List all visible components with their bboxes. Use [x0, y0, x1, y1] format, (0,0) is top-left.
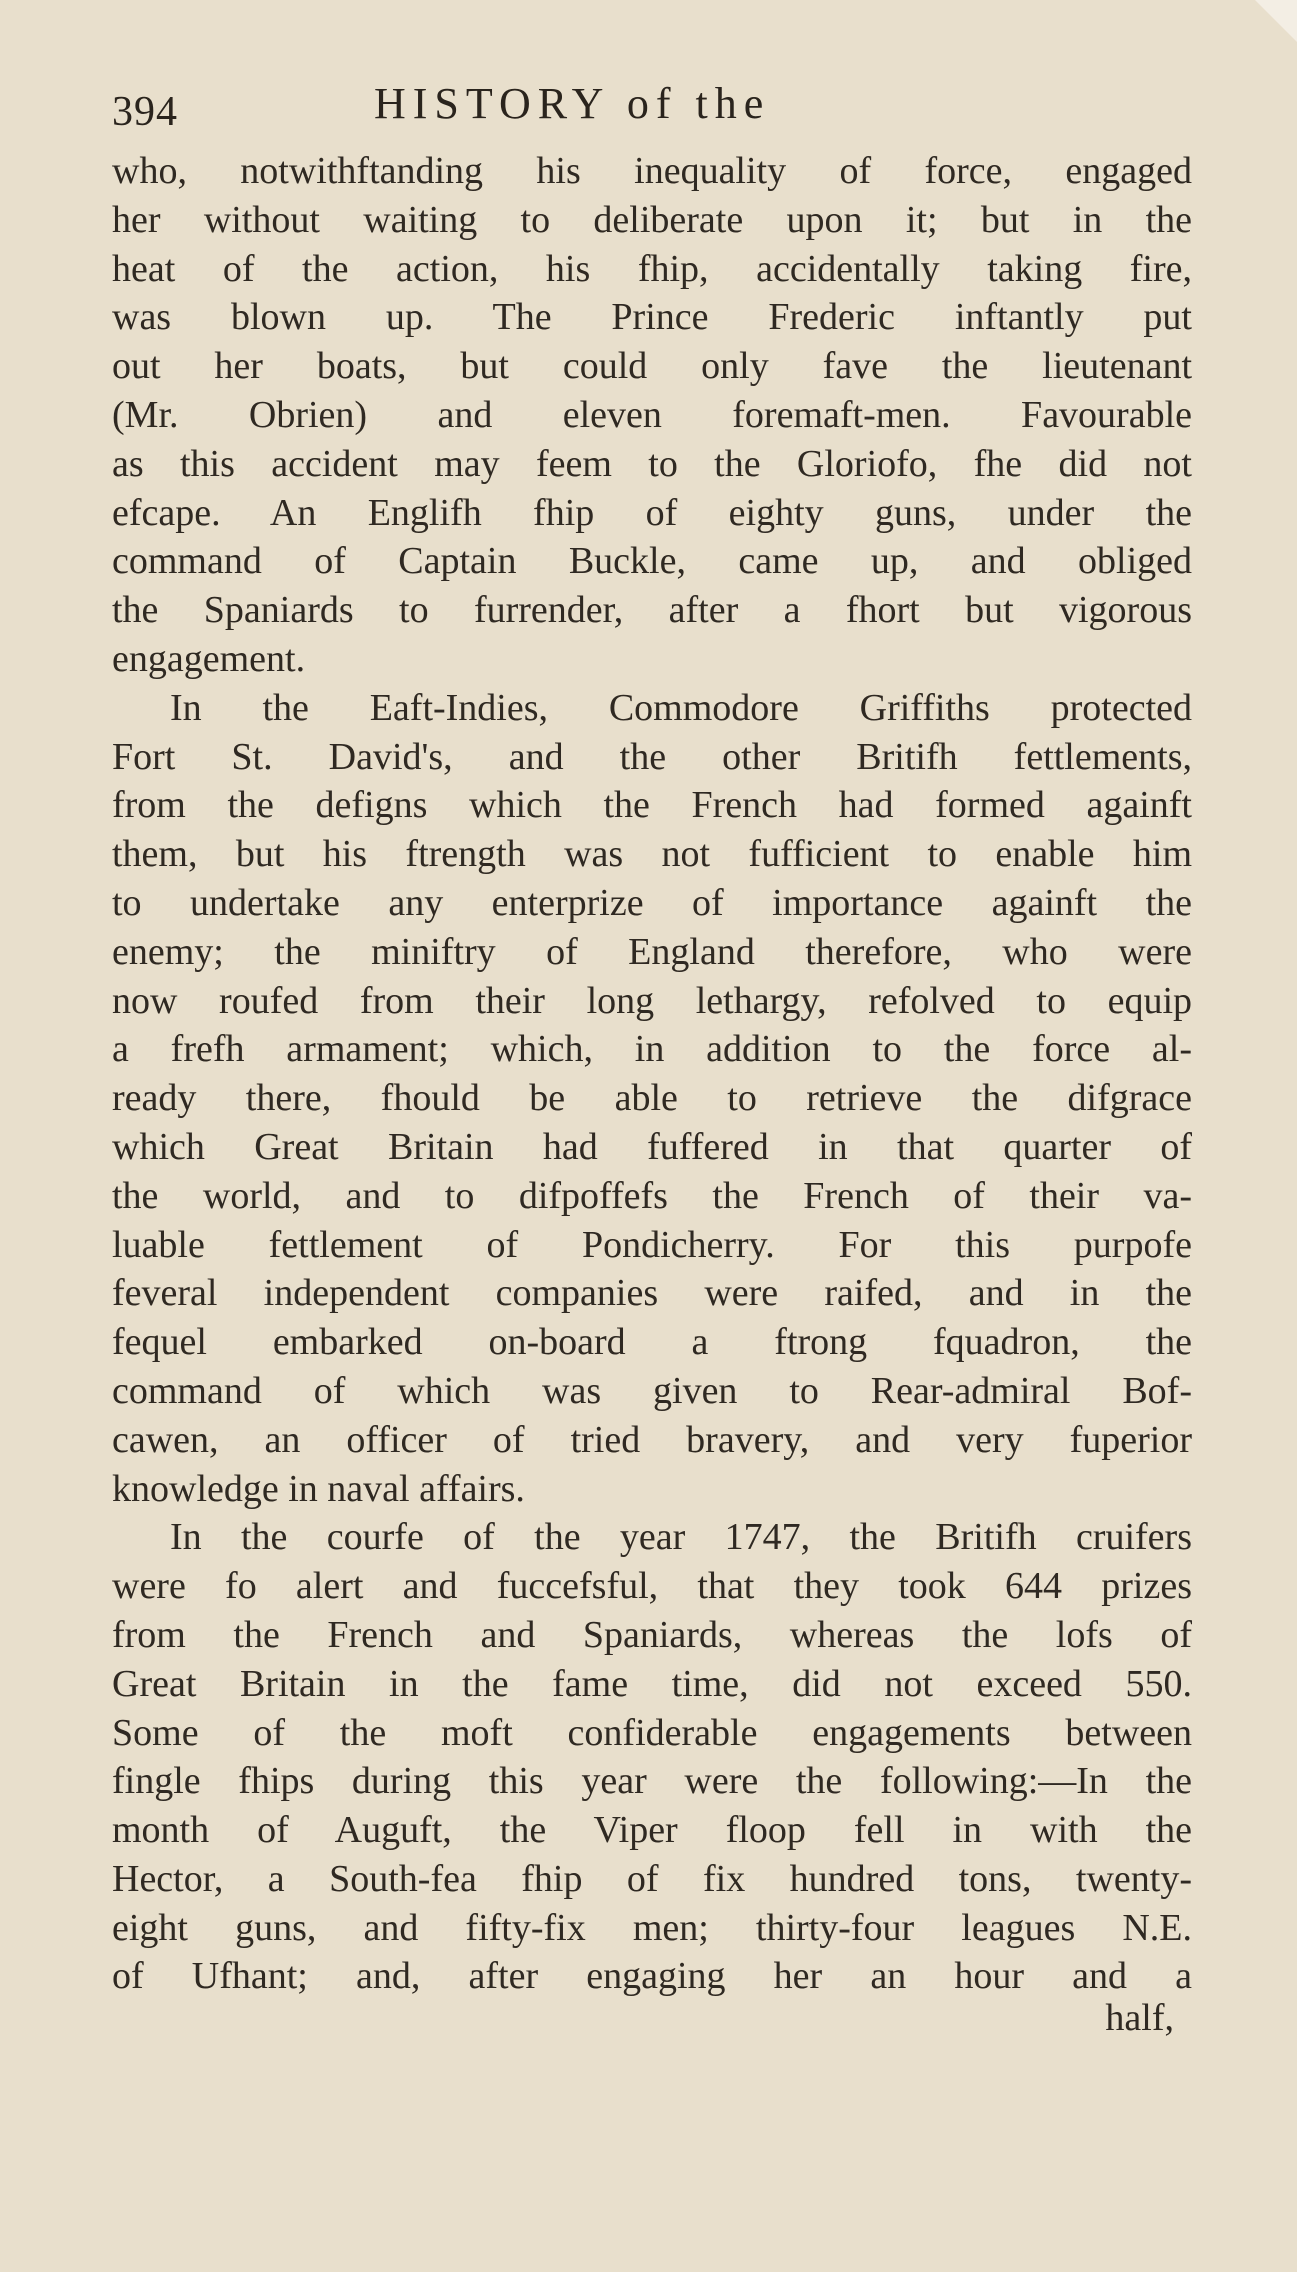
text-line: which Great Britain had fuffered in that quarter of: [112, 1125, 1192, 1168]
text-line: (Mr. Obrien) and eleven foremaft-men. Favourable: [112, 393, 1192, 436]
text-line: month of Auguft, the Viper floop fell in with the: [112, 1809, 1192, 1852]
text-line: heat of the action, his fhip, accidentally taking fire,: [112, 247, 1192, 290]
page-header: [112, 70, 1192, 140]
text-line: cawen, an officer of tried bravery, and very fuperior: [112, 1418, 1192, 1461]
text-line: Fort St. David's, and the other Britifh fettlements,: [112, 735, 1192, 778]
catchword: half,: [1105, 1997, 1174, 2039]
text-line: them, but his ftrength was not fufficient to enable him: [112, 833, 1192, 876]
folded-corner: [1255, 0, 1297, 42]
text-line: was blown up. The Prince Frederic inftantly put: [112, 296, 1192, 339]
text-line: Great Britain in the fame time, did not exceed 550.: [112, 1662, 1192, 1705]
text-line: command of which was given to Rear-admiral Bof-: [112, 1369, 1192, 1412]
text-line: In the courfe of the year 1747, the Britifh cruifers: [170, 1516, 1192, 1559]
text-line: the world, and to difpoffefs the French of their va-: [112, 1174, 1192, 1217]
text-line: of Ufhant; and, after engaging her an hour and a: [112, 1955, 1192, 1998]
text-line: enemy; the miniftry of England therefore, who were: [112, 930, 1192, 973]
page-number: 394: [112, 89, 178, 135]
text-line: who, notwithftanding his inequality of force, engaged: [112, 150, 1192, 192]
text-line: the Spaniards to furrender, after a fhort but vigorous: [112, 589, 1192, 632]
text-line: now roufed from their long lethargy, refolved to equip: [112, 979, 1192, 1022]
text-line: ready there, fhould be able to retrieve the difgrace: [112, 1077, 1192, 1120]
text-line: were fo alert and fuccefsful, that they took 644 prizes: [112, 1565, 1192, 1608]
text-line: as this accident may feem to the Gloriofo, fhe did not: [112, 442, 1192, 485]
text-line: luable fettlement of Pondicherry. For this purpofe: [112, 1223, 1192, 1266]
text-line: from the defigns which the French had formed againft: [112, 784, 1192, 827]
text-line: fingle fhips during this year were the following:—In the: [112, 1760, 1192, 1803]
text-line: a frefh armament; which, in addition to the force al-: [112, 1028, 1192, 1071]
text-line: fequel embarked on-board a ftrong fquadron, the: [112, 1321, 1192, 1364]
text-line: efcape. An Englifh fhip of eighty guns, under the: [112, 491, 1192, 534]
text-line: out her boats, but could only fave the lieutenant: [112, 345, 1192, 388]
text-line: engagement.: [112, 637, 306, 680]
text-line: Some of the moft confiderable engagements between: [112, 1711, 1192, 1754]
text-line: to undertake any enterprize of importance againft the: [112, 881, 1192, 924]
text-line: feveral independent companies were raifed, and in the: [112, 1272, 1192, 1315]
body-text: [112, 147, 1192, 2001]
running-head: HISTORY of the: [374, 79, 771, 128]
text-line: eight guns, and fifty-fix men; thirty-four leagues N.E.: [112, 1906, 1192, 1949]
text-line: In the Eaft-Indies, Commodore Griffiths protected: [170, 686, 1192, 729]
text-line: command of Captain Buckle, came up, and obliged: [112, 540, 1192, 583]
text-line: knowledge in naval affairs.: [112, 1467, 525, 1510]
text-line: Hector, a South-fea fhip of fix hundred tons, twenty-: [112, 1857, 1192, 1900]
text-line: her without waiting to deliberate upon it; but in the: [112, 198, 1192, 241]
text-line: from the French and Spaniards, whereas the lofs of: [112, 1613, 1192, 1656]
